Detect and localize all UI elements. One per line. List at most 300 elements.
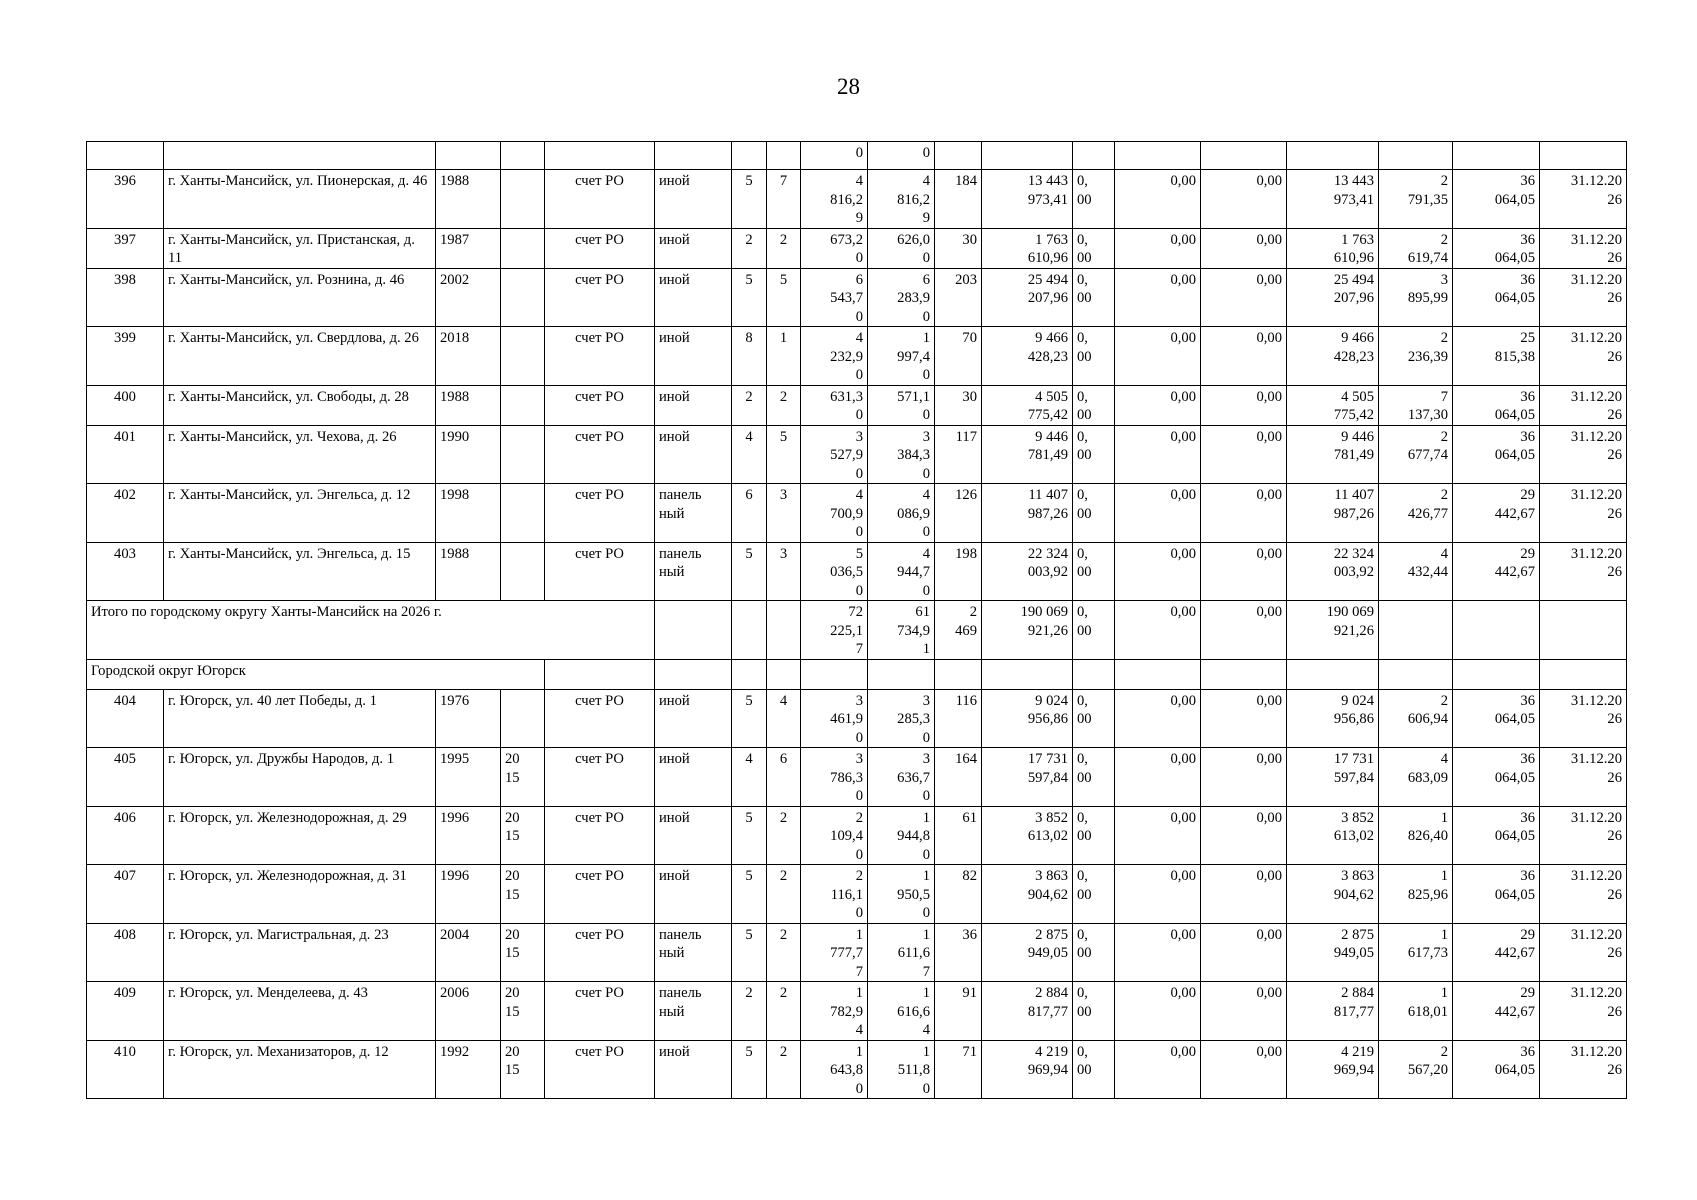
address-cell: г. Югорск, ул. 40 лет Победы, д. 1: [164, 689, 436, 748]
area-living-cell: 1 611,6 7: [868, 923, 935, 982]
entrances-cell: 5: [767, 268, 801, 327]
fund-owners-cell: 9 024 956,86: [1287, 689, 1379, 748]
residents-cell: 82: [935, 865, 982, 924]
entrances-cell: 3: [767, 542, 801, 601]
fund-local-cell: 0,00: [1201, 268, 1287, 327]
wall-material-cell: панель ный: [655, 923, 732, 982]
row-number-cell: 401: [87, 425, 164, 484]
year-repair-cell: 20 15: [501, 982, 545, 1041]
table-row: [87, 327, 1627, 386]
table-row: [87, 806, 1627, 865]
area-total-cell: 4 816,2 9: [801, 170, 868, 229]
floors-cell: 5: [732, 806, 767, 865]
deadline-cell: 31.12.20 26: [1540, 748, 1627, 807]
cost-total-cell: 13 443 973,41: [982, 170, 1073, 229]
fund-method-cell: счет РО: [545, 170, 655, 229]
fund-local-cell: 0,00: [1201, 982, 1287, 1041]
cost-per-m2-cell: 1 618,01: [1379, 982, 1453, 1041]
table-row: [87, 923, 1627, 982]
area-living-cell: 6 283,9 0: [868, 268, 935, 327]
year-repair-cell: [501, 689, 545, 748]
total-label: Итого по городскому округу Ханты-Мансийск на 2026 г.: [87, 601, 655, 660]
cost-per-m2-cell: 2 619,74: [1379, 228, 1453, 268]
address-cell: г. Ханты-Мансийск, ул. Энгельса, д. 15: [164, 542, 436, 601]
year-repair-cell: [501, 425, 545, 484]
entrances-cell: 7: [767, 170, 801, 229]
fund-regional-cell: 0,00: [1115, 170, 1201, 229]
cost-per-m2-cell: 1 825,96: [1379, 865, 1453, 924]
cost-total-cell: 190 069 921,26: [982, 601, 1073, 660]
limit-cost-cell: 29 442,67: [1453, 542, 1540, 601]
fund-federal-cell: 0, 00: [1073, 982, 1115, 1041]
fund-local-cell: 0,00: [1201, 806, 1287, 865]
wall-material-cell: иной: [655, 748, 732, 807]
area-total-cell: 4 700,9 0: [801, 484, 868, 543]
area-living-cell: 1 616,6 4: [868, 982, 935, 1041]
table-row: [87, 228, 1627, 268]
fund-local-cell: 0,00: [1201, 689, 1287, 748]
cost-total-cell: 2 884 817,77: [982, 982, 1073, 1041]
cost-total-cell: 4 219 969,94: [982, 1040, 1073, 1099]
year-built-cell: 1998: [436, 484, 501, 543]
row-number-cell: 407: [87, 865, 164, 924]
area-living-cell: 571,1 0: [868, 385, 935, 425]
area-total-cell: 72 225,1 7: [801, 601, 868, 660]
cost-per-m2-cell: 7 137,30: [1379, 385, 1453, 425]
fund-regional-cell: 0,00: [1115, 228, 1201, 268]
area-total-cell: 4 232,9 0: [801, 327, 868, 386]
area-living-cell: 61 734,9 1: [868, 601, 935, 660]
fund-local-cell: 0,00: [1201, 601, 1287, 660]
area-total-cell: 1 643,8 0: [801, 1040, 868, 1099]
fund-federal-cell: 0, 00: [1073, 923, 1115, 982]
fund-owners-cell: 22 324 003,92: [1287, 542, 1379, 601]
residents-cell: 2 469: [935, 601, 982, 660]
year-built-cell: 2006: [436, 982, 501, 1041]
cost-per-m2-cell: 2 791,35: [1379, 170, 1453, 229]
limit-cost-cell: 29 442,67: [1453, 484, 1540, 543]
wall-material-cell: иной: [655, 689, 732, 748]
area-total-cell: 3 786,3 0: [801, 748, 868, 807]
limit-cost-cell: 36 064,05: [1453, 425, 1540, 484]
fund-owners-cell: 9 466 428,23: [1287, 327, 1379, 386]
fund-regional-cell: 0,00: [1115, 385, 1201, 425]
limit-cost-cell: 36 064,05: [1453, 806, 1540, 865]
limit-cost-cell: 36 064,05: [1453, 865, 1540, 924]
address-cell: г. Югорск, ул. Механизаторов, д. 12: [164, 1040, 436, 1099]
deadline-cell: 31.12.20 26: [1540, 385, 1627, 425]
fund-owners-cell: 4 219 969,94: [1287, 1040, 1379, 1099]
area-total-cell: 3 527,9 0: [801, 425, 868, 484]
deadline-cell: 31.12.20 26: [1540, 268, 1627, 327]
table-row-continuation: [87, 142, 1627, 170]
fund-federal-cell: 0, 00: [1073, 228, 1115, 268]
cost-total-cell: 9 024 956,86: [982, 689, 1073, 748]
table-row: [87, 1040, 1627, 1099]
fund-federal-cell: 0, 00: [1073, 865, 1115, 924]
year-built-cell: 1996: [436, 865, 501, 924]
fund-local-cell: 0,00: [1201, 865, 1287, 924]
entrances-cell: 2: [767, 1040, 801, 1099]
fund-owners-cell: 13 443 973,41: [1287, 170, 1379, 229]
fund-method-cell: счет РО: [545, 982, 655, 1041]
wall-material-cell: иной: [655, 268, 732, 327]
fund-method-cell: счет РО: [545, 748, 655, 807]
floors-cell: 2: [732, 982, 767, 1041]
fund-federal-cell: 0, 00: [1073, 425, 1115, 484]
wall-material-cell: иной: [655, 865, 732, 924]
limit-cost-cell: 36 064,05: [1453, 689, 1540, 748]
floors-cell: 6: [732, 484, 767, 543]
fund-owners-cell: 2 884 817,77: [1287, 982, 1379, 1041]
wall-material-cell: иной: [655, 327, 732, 386]
address-cell: г. Ханты-Мансийск, ул. Пионерская, д. 46: [164, 170, 436, 229]
floors-cell: 4: [732, 748, 767, 807]
deadline-cell: 31.12.20 26: [1540, 542, 1627, 601]
fund-local-cell: 0,00: [1201, 327, 1287, 386]
row-number-cell: 408: [87, 923, 164, 982]
fund-regional-cell: 0,00: [1115, 425, 1201, 484]
area-total-cell: 2 109,4 0: [801, 806, 868, 865]
fund-regional-cell: 0,00: [1115, 542, 1201, 601]
address-cell: г. Югорск, ул. Магистральная, д. 23: [164, 923, 436, 982]
table-row: [87, 425, 1627, 484]
year-built-cell: 1992: [436, 1040, 501, 1099]
cost-total-cell: 3 863 904,62: [982, 865, 1073, 924]
area-total-cell: 673,2 0: [801, 228, 868, 268]
fund-regional-cell: 0,00: [1115, 689, 1201, 748]
fund-method-cell: счет РО: [545, 923, 655, 982]
fund-owners-cell: 25 494 207,96: [1287, 268, 1379, 327]
fund-owners-cell: 4 505 775,42: [1287, 385, 1379, 425]
row-number-cell: 400: [87, 385, 164, 425]
floors-cell: 2: [732, 228, 767, 268]
floors-cell: 5: [732, 542, 767, 601]
total-row: [87, 601, 1627, 660]
fund-regional-cell: 0,00: [1115, 806, 1201, 865]
fund-method-cell: счет РО: [545, 865, 655, 924]
residents-cell: 203: [935, 268, 982, 327]
residents-cell: 126: [935, 484, 982, 543]
table-row: [87, 268, 1627, 327]
table-row: [87, 484, 1627, 543]
year-repair-cell: [501, 170, 545, 229]
deadline-cell: 31.12.20 26: [1540, 689, 1627, 748]
year-built-cell: 1996: [436, 806, 501, 865]
address-cell: г. Ханты-Мансийск, ул. Свердлова, д. 26: [164, 327, 436, 386]
fund-owners-cell: 11 407 987,26: [1287, 484, 1379, 543]
fund-federal-cell: 0, 00: [1073, 806, 1115, 865]
address-cell: г. Ханты-Мансийск, ул. Свободы, д. 28: [164, 385, 436, 425]
area-living-cell: 1 944,8 0: [868, 806, 935, 865]
wall-material-cell: иной: [655, 170, 732, 229]
address-cell: г. Югорск, ул. Менделеева, д. 43: [164, 982, 436, 1041]
fund-owners-cell: 3 863 904,62: [1287, 865, 1379, 924]
fund-regional-cell: 0,00: [1115, 327, 1201, 386]
fund-federal-cell: 0, 00: [1073, 1040, 1115, 1099]
floors-cell: 5: [732, 865, 767, 924]
fund-owners-cell: 9 446 781,49: [1287, 425, 1379, 484]
area-total-cell: 3 461,9 0: [801, 689, 868, 748]
row-number-cell: 410: [87, 1040, 164, 1099]
deadline-cell: 31.12.20 26: [1540, 327, 1627, 386]
fund-federal-cell: 0, 00: [1073, 689, 1115, 748]
fund-local-cell: 0,00: [1201, 484, 1287, 543]
year-built-cell: 1988: [436, 385, 501, 425]
fund-local-cell: 0,00: [1201, 542, 1287, 601]
floors-cell: 4: [732, 425, 767, 484]
limit-cost-cell: 36 064,05: [1453, 170, 1540, 229]
fund-regional-cell: 0,00: [1115, 982, 1201, 1041]
cost-total-cell: 4 505 775,42: [982, 385, 1073, 425]
entrances-cell: 3: [767, 484, 801, 543]
deadline-cell: 31.12.20 26: [1540, 228, 1627, 268]
area-living-cell: 1 997,4 0: [868, 327, 935, 386]
year-repair-cell: [501, 327, 545, 386]
fund-method-cell: счет РО: [545, 542, 655, 601]
floors-cell: 5: [732, 170, 767, 229]
section-title-row: [87, 659, 1627, 689]
page-number: 28: [837, 74, 860, 99]
cost-total-cell: 1 763 610,96: [982, 228, 1073, 268]
floors-cell: 5: [732, 1040, 767, 1099]
capital-repair-table: [86, 141, 1627, 1099]
row-number-cell: 403: [87, 542, 164, 601]
cost-total-cell: 9 466 428,23: [982, 327, 1073, 386]
residents-cell: 117: [935, 425, 982, 484]
deadline-cell: 31.12.20 26: [1540, 1040, 1627, 1099]
year-built-cell: 2004: [436, 923, 501, 982]
wall-material-cell: панель ный: [655, 484, 732, 543]
area-living-cell: 3 384,3 0: [868, 425, 935, 484]
fund-method-cell: счет РО: [545, 327, 655, 386]
row-number-cell: 406: [87, 806, 164, 865]
year-repair-cell: 20 15: [501, 865, 545, 924]
address-cell: г. Ханты-Мансийск, ул. Энгельса, д. 12: [164, 484, 436, 543]
fund-local-cell: 0,00: [1201, 425, 1287, 484]
cost-per-m2-cell: 1 617,73: [1379, 923, 1453, 982]
deadline-cell: 31.12.20 26: [1540, 484, 1627, 543]
cost-per-m2-cell: 1 826,40: [1379, 806, 1453, 865]
fund-owners-cell: 1 763 610,96: [1287, 228, 1379, 268]
cost-total-cell: 22 324 003,92: [982, 542, 1073, 601]
area-living-cell: 4 816,2 9: [868, 170, 935, 229]
area-total-cell: 6 543,7 0: [801, 268, 868, 327]
table-row: [87, 542, 1627, 601]
entrances-cell: 2: [767, 806, 801, 865]
area-total-cell: 5 036,5 0: [801, 542, 868, 601]
entrances-cell: 2: [767, 982, 801, 1041]
entrances-cell: 4: [767, 689, 801, 748]
entrances-cell: 1: [767, 327, 801, 386]
table-row: [87, 748, 1627, 807]
fund-local-cell: 0,00: [1201, 1040, 1287, 1099]
deadline-cell: 31.12.20 26: [1540, 865, 1627, 924]
fund-owners-cell: 190 069 921,26: [1287, 601, 1379, 660]
cost-per-m2-cell: 4 432,44: [1379, 542, 1453, 601]
cost-total-cell: 11 407 987,26: [982, 484, 1073, 543]
floors-cell: 2: [732, 385, 767, 425]
residents-cell: 70: [935, 327, 982, 386]
residents-cell: 184: [935, 170, 982, 229]
wall-material-cell: иной: [655, 1040, 732, 1099]
entrances-cell: 2: [767, 865, 801, 924]
residents-cell: 30: [935, 228, 982, 268]
fund-federal-cell: 0, 00: [1073, 748, 1115, 807]
wall-material-cell: панель ный: [655, 982, 732, 1041]
cost-per-m2-cell: 2 426,77: [1379, 484, 1453, 543]
year-built-cell: 1995: [436, 748, 501, 807]
area-living-cell: 3 285,3 0: [868, 689, 935, 748]
year-repair-cell: [501, 228, 545, 268]
address-cell: г. Ханты-Мансийск, ул. Рознина, д. 46: [164, 268, 436, 327]
year-repair-cell: [501, 542, 545, 601]
entrances-cell: 2: [767, 228, 801, 268]
cost-total-cell: 3 852 613,02: [982, 806, 1073, 865]
address-cell: г. Ханты-Мансийск, ул. Чехова, д. 26: [164, 425, 436, 484]
fund-method-cell: счет РО: [545, 689, 655, 748]
residents-cell: 36: [935, 923, 982, 982]
area-living-cell: 4 944,7 0: [868, 542, 935, 601]
residents-cell: 71: [935, 1040, 982, 1099]
limit-cost-cell: 36 064,05: [1453, 385, 1540, 425]
row-number-cell: 398: [87, 268, 164, 327]
limit-cost-cell: 29 442,67: [1453, 982, 1540, 1041]
deadline-cell: 31.12.20 26: [1540, 982, 1627, 1041]
area-total-cell: 631,3 0: [801, 385, 868, 425]
year-built-cell: 2002: [436, 268, 501, 327]
fund-federal-cell: 0, 00: [1073, 170, 1115, 229]
year-built-cell: 1988: [436, 170, 501, 229]
fund-federal-cell: 0, 00: [1073, 327, 1115, 386]
limit-cost-cell: 36 064,05: [1453, 1040, 1540, 1099]
fund-local-cell: 0,00: [1201, 385, 1287, 425]
year-repair-cell: 20 15: [501, 1040, 545, 1099]
wall-material-cell: иной: [655, 806, 732, 865]
residents-cell: 30: [935, 385, 982, 425]
row-number-cell: 405: [87, 748, 164, 807]
fund-local-cell: 0,00: [1201, 170, 1287, 229]
fund-regional-cell: 0,00: [1115, 601, 1201, 660]
fund-regional-cell: 0,00: [1115, 748, 1201, 807]
cost-per-m2-cell: 4 683,09: [1379, 748, 1453, 807]
area-living-cell: 4 086,9 0: [868, 484, 935, 543]
table-row: [87, 385, 1627, 425]
row-number-cell: 402: [87, 484, 164, 543]
address-cell: г. Ханты-Мансийск, ул. Пристанская, д. 11: [164, 228, 436, 268]
fund-regional-cell: 0,00: [1115, 923, 1201, 982]
cost-total-cell: 25 494 207,96: [982, 268, 1073, 327]
entrances-cell: 2: [767, 923, 801, 982]
wall-material-cell: иной: [655, 385, 732, 425]
floors-cell: 5: [732, 923, 767, 982]
deadline-cell: 31.12.20 26: [1540, 806, 1627, 865]
fund-local-cell: 0,00: [1201, 748, 1287, 807]
fund-method-cell: счет РО: [545, 484, 655, 543]
cost-per-m2-cell: 3 895,99: [1379, 268, 1453, 327]
residents-cell: 91: [935, 982, 982, 1041]
fund-regional-cell: 0,00: [1115, 1040, 1201, 1099]
address-cell: г. Югорск, ул. Железнодорожная, д. 29: [164, 806, 436, 865]
cost-per-m2-cell: 2 567,20: [1379, 1040, 1453, 1099]
area-living-cell: 0: [868, 142, 935, 170]
year-repair-cell: 20 15: [501, 923, 545, 982]
residents-cell: 61: [935, 806, 982, 865]
fund-method-cell: счет РО: [545, 268, 655, 327]
area-total-cell: 2 116,1 0: [801, 865, 868, 924]
limit-cost-cell: 36 064,05: [1453, 228, 1540, 268]
area-living-cell: 1 950,5 0: [868, 865, 935, 924]
fund-federal-cell: 0, 00: [1073, 385, 1115, 425]
wall-material-cell: иной: [655, 425, 732, 484]
year-repair-cell: 20 15: [501, 748, 545, 807]
cost-total-cell: 17 731 597,84: [982, 748, 1073, 807]
section-title: Городской округ Югорск: [87, 659, 545, 689]
wall-material-cell: иной: [655, 228, 732, 268]
fund-method-cell: счет РО: [545, 425, 655, 484]
fund-method-cell: счет РО: [545, 228, 655, 268]
fund-owners-cell: 17 731 597,84: [1287, 748, 1379, 807]
residents-cell: 116: [935, 689, 982, 748]
year-built-cell: 1976: [436, 689, 501, 748]
row-number-cell: 396: [87, 170, 164, 229]
cost-per-m2-cell: 2 236,39: [1379, 327, 1453, 386]
fund-local-cell: 0,00: [1201, 228, 1287, 268]
fund-federal-cell: 0, 00: [1073, 601, 1115, 660]
cost-total-cell: 9 446 781,49: [982, 425, 1073, 484]
fund-method-cell: счет РО: [545, 1040, 655, 1099]
year-built-cell: 2018: [436, 327, 501, 386]
fund-regional-cell: 0,00: [1115, 268, 1201, 327]
deadline-cell: 31.12.20 26: [1540, 425, 1627, 484]
row-number-cell: 399: [87, 327, 164, 386]
entrances-cell: 2: [767, 385, 801, 425]
table-row: [87, 865, 1627, 924]
limit-cost-cell: 36 064,05: [1453, 748, 1540, 807]
entrances-cell: 5: [767, 425, 801, 484]
deadline-cell: 31.12.20 26: [1540, 170, 1627, 229]
year-repair-cell: [501, 385, 545, 425]
table-row: [87, 982, 1627, 1041]
fund-regional-cell: 0,00: [1115, 865, 1201, 924]
area-living-cell: 626,0 0: [868, 228, 935, 268]
table-body: [87, 142, 1627, 1099]
floors-cell: 5: [732, 689, 767, 748]
row-number-cell: 409: [87, 982, 164, 1041]
row-number-cell: 404: [87, 689, 164, 748]
year-built-cell: 1987: [436, 228, 501, 268]
residents-cell: 198: [935, 542, 982, 601]
year-repair-cell: [501, 268, 545, 327]
cost-per-m2-cell: 2 606,94: [1379, 689, 1453, 748]
deadline-cell: 31.12.20 26: [1540, 923, 1627, 982]
fund-owners-cell: 2 875 949,05: [1287, 923, 1379, 982]
fund-federal-cell: 0, 00: [1073, 268, 1115, 327]
table-row: [87, 689, 1627, 748]
fund-federal-cell: 0, 00: [1073, 542, 1115, 601]
limit-cost-cell: 29 442,67: [1453, 923, 1540, 982]
area-total-cell: 0: [801, 142, 868, 170]
table-row: [87, 170, 1627, 229]
year-built-cell: 1988: [436, 542, 501, 601]
cost-total-cell: 2 875 949,05: [982, 923, 1073, 982]
limit-cost-cell: 36 064,05: [1453, 268, 1540, 327]
floors-cell: 5: [732, 268, 767, 327]
year-repair-cell: 20 15: [501, 806, 545, 865]
floors-cell: 8: [732, 327, 767, 386]
residents-cell: 164: [935, 748, 982, 807]
limit-cost-cell: 25 815,38: [1453, 327, 1540, 386]
